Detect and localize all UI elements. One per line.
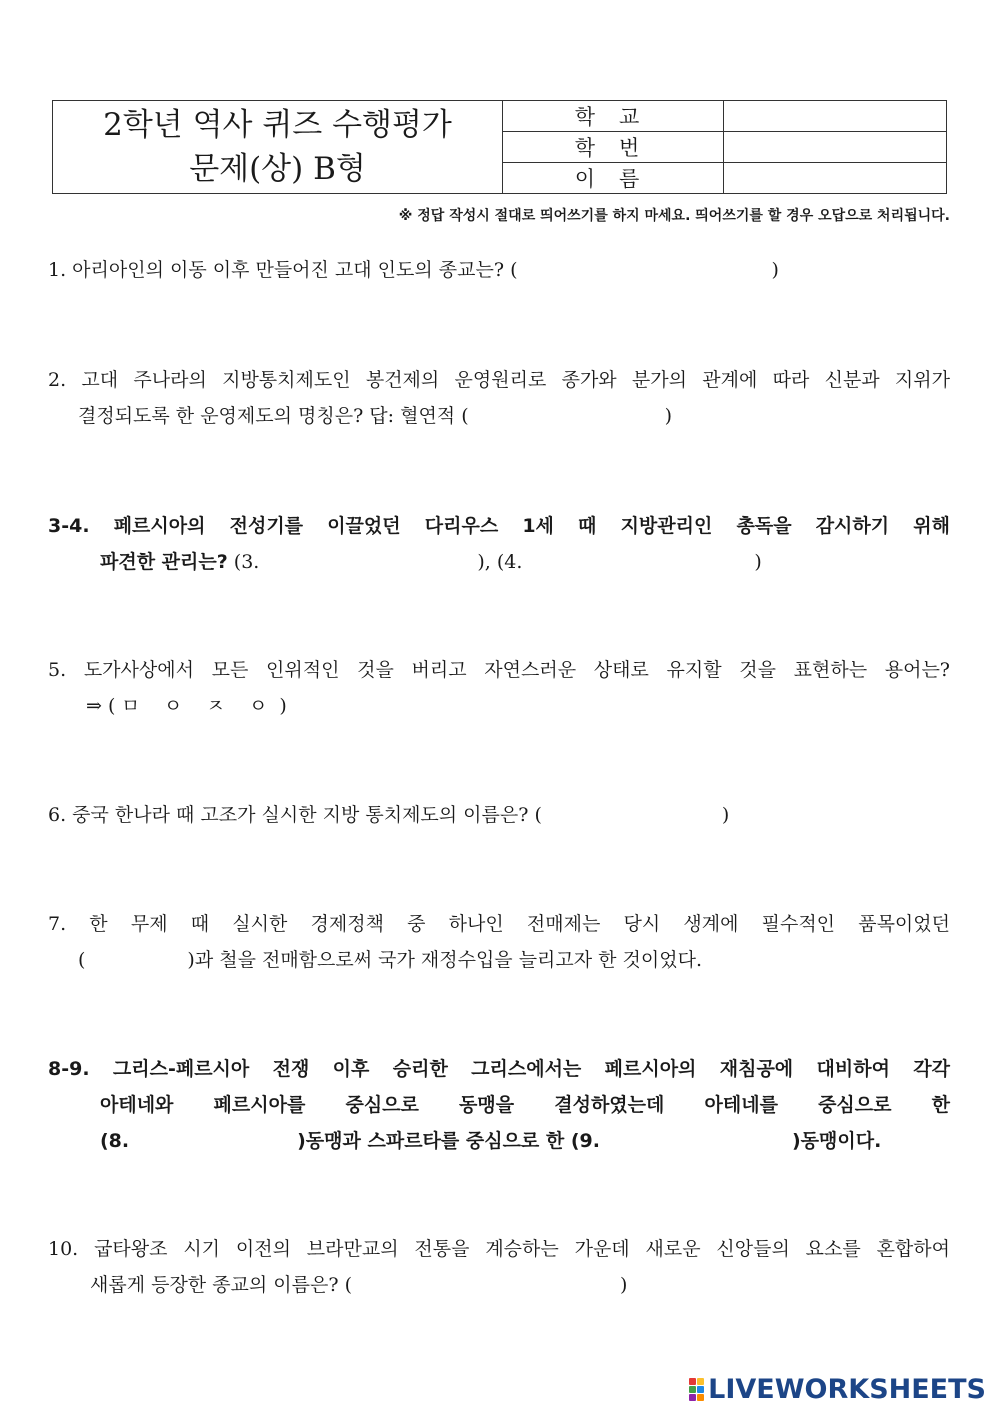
name-label: 이름: [503, 163, 724, 194]
question-8-label: (8.: [100, 1130, 130, 1152]
question-5: [48, 652, 950, 724]
logo-text: LIVEWORKSHEETS: [708, 1373, 986, 1405]
school-label: 학교: [503, 101, 724, 132]
question-9-close: )동맹이다.: [792, 1130, 882, 1152]
question-5-line-1: 5. 도가사상에서 모든 인위적인 것을 버리고 자연스러운 상태로 유지할 것을 표현하는 용어는?: [48, 659, 950, 681]
liveworksheets-mark-icon: [689, 1378, 704, 1401]
question-4-label: ), (4.: [477, 551, 523, 573]
name-field[interactable]: [724, 163, 947, 194]
question-1: [48, 252, 950, 288]
question-10-line-1: 10. 굽타왕조 시기 이전의 브라만교의 전통을 계승하는 가운데 새로운 신앙들의 요소를 혼합하여: [48, 1238, 950, 1260]
worksheet-title: [53, 101, 503, 194]
student-number-field[interactable]: [724, 132, 947, 163]
question-10: [48, 1231, 950, 1303]
title-line-2: 문제(상) B형: [189, 151, 366, 187]
question-1-close: ): [771, 259, 779, 281]
question-10-close: ): [620, 1274, 628, 1296]
spacing-notice: ※ 정답 작성시 절대로 띄어쓰기를 하지 마세요. 띄어쓰기를 할 경우 오답으로 처리됩니다.: [398, 208, 950, 224]
liveworksheets-logo: [689, 1374, 986, 1404]
question-10-line-2: 새롭게 등장한 종교의 이름은? (: [90, 1274, 353, 1296]
question-7-open: (: [78, 949, 86, 971]
question-2-line-2: 결정되도록 한 운영제도의 명칭은? 답: 혈연적 (: [78, 405, 469, 427]
school-field[interactable]: [724, 101, 947, 132]
question-8-9-line-1: 8-9. 그리스-페르시아 전쟁 이후 승리한 그리스에서는 페르시아의 재침공에 대비하여 각각: [48, 1058, 950, 1080]
student-number-label: 학번: [503, 132, 724, 163]
question-8-9: [48, 1051, 950, 1159]
question-6-close: ): [721, 804, 730, 826]
question-6: [48, 797, 950, 833]
question-7-line-2: )과 철을 전매함으로써 국가 재정수입을 늘리고자 한 것이었다.: [187, 949, 703, 971]
question-7-line-1: 7. 한 무제 때 실시한 경제정책 중 하나인 전매제는 당시 생계에 필수적인 품목이었던: [48, 913, 950, 935]
question-3-4-line-1: 3-4. 페르시아의 전성기를 이끌었던 다리우스 1세 때 지방관리인 총독을 감시하기 위해: [48, 515, 950, 537]
question-8-9-line-2: 아테네와 페르시아를 중심으로 동맹을 결성하였는데 아테네를 중심으로 한: [100, 1094, 950, 1116]
title-line-1: 2학년 역사 퀴즈 수행평가: [103, 107, 452, 143]
question-2-close: ): [664, 405, 673, 427]
question-6-text: 6. 중국 한나라 때 고조가 실시한 지방 통치제도의 이름은? (: [48, 804, 542, 826]
question-2: [48, 362, 950, 434]
question-9-label: )동맹과 스파르타를 중심으로 한 (9.: [297, 1130, 600, 1152]
question-1-text: 1. 아리아인의 이동 이후 만들어진 고대 인도의 종교는? (: [48, 259, 518, 281]
answer-hint-5[interactable]: ⇒ ( ㅁ ㅇ ㅈ ㅇ ): [86, 695, 287, 717]
question-2-line-1: 2. 고대 주나라의 지방통치제도인 봉건제의 운영원리로 종가와 분가의 관계에 따라 신분과 지위가: [48, 369, 950, 391]
header-table: [52, 100, 947, 194]
question-3-4-line-2: 파견한 관리는?: [100, 551, 228, 573]
question-7: [48, 906, 950, 978]
question-3-label: (3.: [227, 551, 260, 573]
question-3-4: [48, 508, 950, 580]
question-4-close: ): [754, 551, 762, 573]
